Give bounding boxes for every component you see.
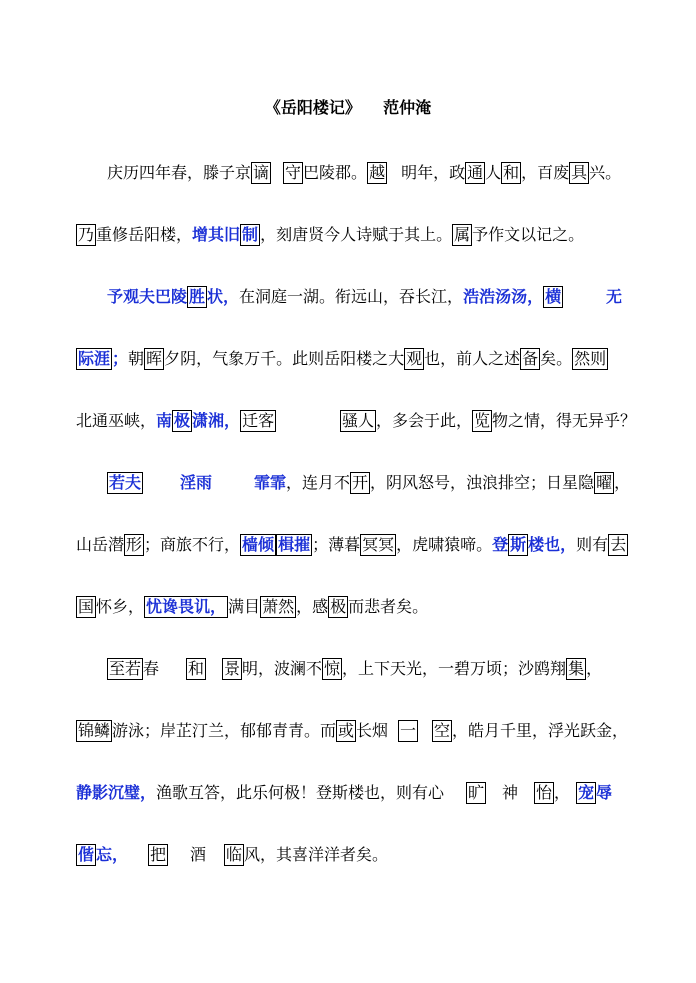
text-segment	[76, 594, 428, 619]
text-run: ，上下天光，一碧万顷；沙鸥翔	[342, 658, 567, 678]
text-run: 明，波澜不	[242, 658, 323, 678]
boxed-word: 横	[545, 286, 562, 306]
text-segment	[466, 780, 486, 804]
text-run: 满目	[228, 596, 261, 616]
text-run: ，	[614, 472, 631, 492]
boxed-word: 斯	[510, 534, 527, 554]
boxed-word: 一	[400, 720, 417, 740]
text-segment	[606, 284, 622, 309]
text-run: 潇湘，	[192, 410, 241, 430]
text-segment	[502, 780, 518, 805]
text-line	[0, 408, 696, 432]
boxed-word: 忧谗畏讥，	[146, 596, 227, 616]
text-segment	[340, 408, 636, 433]
text-segment	[76, 222, 584, 247]
boxed-word: 樯倾	[242, 534, 275, 554]
boxed-word: 观	[406, 348, 423, 368]
boxed-word: 冥冥	[362, 534, 395, 554]
text-run: ，	[586, 658, 603, 678]
text-segment	[107, 656, 159, 681]
boxed-word: 楫摧	[278, 534, 311, 554]
text-run: 渔歌互答，此乐何极！登斯楼也，则有心	[156, 782, 445, 802]
boxed-word: 萧然	[262, 596, 295, 616]
text-run: 风，其喜洋洋者矣。	[244, 844, 389, 864]
text-run: 增其旧	[192, 224, 241, 244]
text-run: ，感	[296, 596, 329, 616]
text-run: 则有	[576, 534, 609, 554]
text-segment	[576, 780, 612, 805]
text-segment	[107, 284, 563, 309]
boxed-word: 去	[610, 534, 627, 554]
boxed-word: 极	[174, 410, 191, 430]
boxed-word: 怡	[536, 782, 553, 802]
text-segment	[76, 842, 128, 867]
text-run: 在洞庭一湖。衔远山，吞长江，	[239, 286, 464, 306]
text-segment	[254, 470, 630, 495]
text-segment	[76, 408, 276, 433]
boxed-word: 和	[503, 162, 520, 182]
text-run: 予观夫巴陵	[107, 286, 188, 306]
text-run: 予作文以记之。	[472, 224, 585, 244]
boxed-word: 开	[352, 472, 369, 492]
text-run: 矣。	[540, 348, 573, 368]
text-run: 夕阴，气象万千。此则岳阳楼之大	[164, 348, 405, 368]
text-run: ，	[554, 782, 571, 802]
text-segment	[222, 656, 602, 681]
text-run: 兴。	[589, 162, 622, 182]
boxed-word: 若夫	[109, 472, 142, 492]
boxed-word: 谪	[253, 162, 270, 182]
boxed-word: 景	[224, 658, 241, 678]
boxed-word: 空	[434, 720, 451, 740]
boxed-word: 极	[330, 596, 347, 616]
boxed-word: 骚人	[342, 410, 375, 430]
text-run: ；薄暮	[312, 534, 361, 554]
text-segment	[76, 532, 628, 557]
text-run: 怀乡，	[96, 596, 145, 616]
text-segment	[186, 656, 206, 680]
boxed-word: 备	[522, 348, 539, 368]
text-run: ；商旅不行，	[144, 534, 241, 554]
boxed-word: 旷	[468, 782, 485, 802]
text-segment	[107, 160, 621, 185]
text-run: ，阴风怒号，浊浪排空；日星隐	[370, 472, 595, 492]
text-line	[0, 470, 696, 494]
text-run: ，刻唐贤今人诗赋于其上。	[260, 224, 453, 244]
text-run: 霏霏	[254, 472, 287, 492]
text-segment	[534, 780, 570, 805]
text-run: ，连月不	[286, 472, 351, 492]
boxed-word: 具	[571, 162, 588, 182]
text-run: 游泳；岸芷汀兰，郁郁青青。而	[112, 720, 337, 740]
text-run: 淫雨	[180, 472, 213, 492]
text-run: 北通巫峡，	[76, 410, 157, 430]
text-segment	[432, 718, 628, 743]
boxed-word: 集	[568, 658, 585, 678]
text-run: 神	[502, 782, 519, 802]
text-line	[0, 594, 696, 618]
text-run: 春	[143, 658, 160, 678]
text-line	[0, 160, 696, 184]
text-run: 状，	[207, 286, 240, 306]
text-run: 庆历四年春，滕子京	[107, 162, 252, 182]
text-run: 物之情，得无异乎？	[492, 410, 637, 430]
boxed-word: 形	[126, 534, 143, 554]
boxed-word: 宠	[578, 782, 595, 802]
text-run: 也，前人之述	[424, 348, 521, 368]
text-run: 朝	[128, 348, 145, 368]
text-segment	[398, 718, 418, 742]
text-segment	[148, 842, 168, 866]
text-line	[0, 842, 696, 866]
boxed-word: 至若	[109, 658, 142, 678]
text-run: ，皓月千里，浮光跃金，	[452, 720, 629, 740]
boxed-word: 然则	[574, 348, 607, 368]
text-segment	[190, 842, 206, 867]
text-run: 山岳潜	[76, 534, 125, 554]
text-run: 忘，	[96, 844, 129, 864]
boxed-word: 临	[226, 844, 243, 864]
boxed-word: 览	[474, 410, 491, 430]
text-line	[0, 532, 696, 556]
boxed-word: 守	[285, 162, 302, 182]
boxed-word: 国	[78, 596, 95, 616]
text-run: ，多会于此，	[376, 410, 473, 430]
boxed-word: 通	[467, 162, 484, 182]
text-run: 登	[492, 534, 509, 554]
boxed-word: 锦鳞	[78, 720, 111, 740]
text-run: 酒	[190, 844, 207, 864]
text-run: 明年，政	[401, 162, 466, 182]
boxed-word: 际涯	[78, 348, 111, 368]
text-segment	[76, 718, 388, 743]
boxed-word: 或	[338, 720, 355, 740]
document-title: 《岳阳楼记》 范仲淹	[264, 98, 432, 117]
boxed-word: 迁客	[242, 410, 275, 430]
boxed-word: 越	[369, 162, 386, 182]
text-run: ；	[112, 348, 129, 368]
text-line	[0, 346, 696, 370]
boxed-word: 胜	[189, 286, 206, 306]
text-line	[0, 780, 696, 804]
boxed-word: 属	[454, 224, 471, 244]
text-segment	[76, 346, 608, 371]
text-line	[0, 284, 696, 308]
text-line	[0, 656, 696, 680]
boxed-word: 制	[242, 224, 259, 244]
text-run: 人	[485, 162, 502, 182]
text-run: 巴陵郡。	[303, 162, 368, 182]
boxed-word: 乃	[78, 224, 95, 244]
text-run: 而悲者矣。	[348, 596, 429, 616]
text-segment	[224, 842, 388, 867]
text-run: 静影沉璧，	[76, 782, 157, 802]
boxed-word: 和	[188, 658, 205, 678]
text-run: 长烟	[356, 720, 389, 740]
text-run: 南	[156, 410, 173, 430]
text-run: 浩浩汤汤，	[463, 286, 544, 306]
text-segment	[107, 470, 143, 494]
text-run: 辱	[596, 782, 613, 802]
boxed-word: 偕	[78, 844, 95, 864]
text-run: 重修岳阳楼，	[96, 224, 193, 244]
boxed-word: 把	[150, 844, 167, 864]
text-run: ，百废	[521, 162, 570, 182]
boxed-word: 惊	[324, 658, 341, 678]
text-segment	[180, 470, 212, 495]
text-run: ，虎啸猿啼。	[396, 534, 493, 554]
text-line	[0, 718, 696, 742]
boxed-word: 晖	[146, 348, 163, 368]
text-segment	[76, 780, 444, 805]
text-run: 楼也，	[528, 534, 577, 554]
boxed-word: 曜	[596, 472, 613, 492]
text-run: 无	[606, 286, 623, 306]
text-line	[0, 222, 696, 246]
